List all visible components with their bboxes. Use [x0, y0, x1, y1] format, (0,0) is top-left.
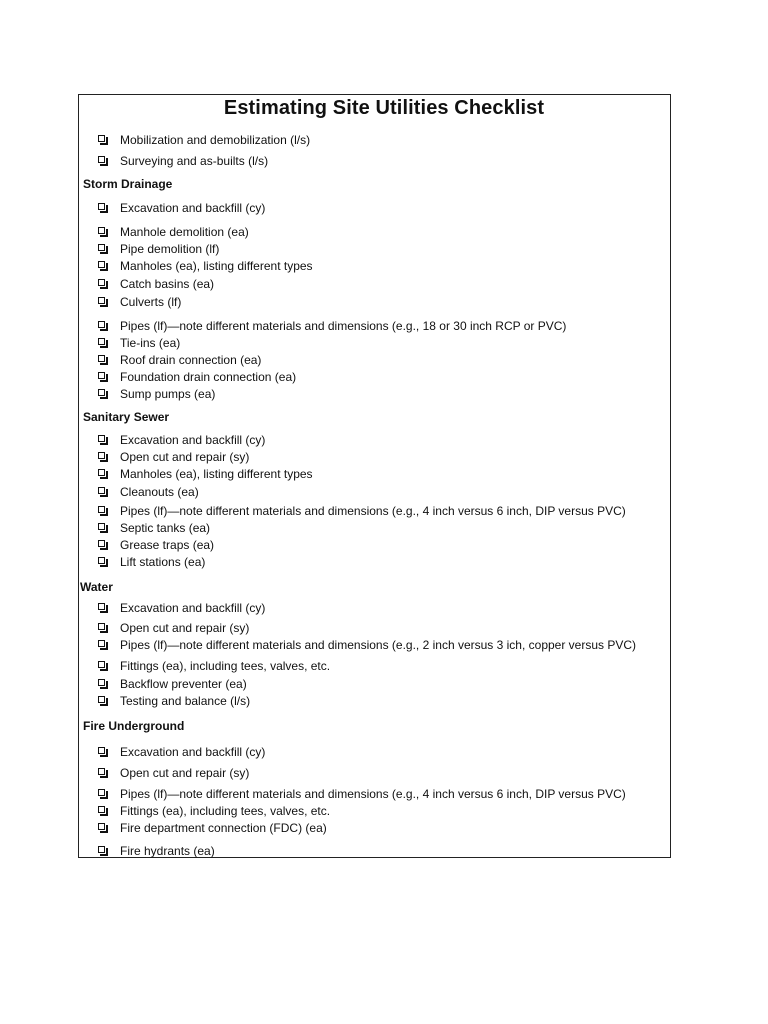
checkbox-icon [98, 789, 105, 796]
checkbox-icon [98, 469, 105, 476]
checklist-item-label: Excavation and backfill (cy) [120, 201, 266, 215]
checklist-item-label: Fire department connection (FDC) (ea) [120, 821, 327, 835]
checkbox-icon [98, 557, 105, 564]
checklist-item-label: Mobilization and demobilization (l/s) [120, 133, 311, 147]
checkbox-icon [98, 640, 105, 647]
checklist-item-label: Grease traps (ea) [120, 538, 215, 552]
checklist-item-label: Sump pumps (ea) [120, 387, 216, 401]
checklist-item-label: Manholes (ea), listing different types [120, 259, 313, 273]
checklist-item-label: Pipes (lf)—note different materials and dimensions (e.g., 18 or 30 inch RCP or PVC) [120, 319, 567, 333]
checkbox-icon [98, 768, 105, 775]
section-heading-sanitary-sewer: Sanitary Sewer [83, 410, 170, 424]
checklist-item-label: Cleanouts (ea) [120, 485, 199, 499]
checklist-item-label: Septic tanks (ea) [120, 521, 211, 535]
checkbox-icon [98, 389, 105, 396]
checklist-item-label: Pipes (lf)—note different materials and dimensions (e.g., 4 inch versus 6 inch, DIP versus PVC) [120, 504, 626, 518]
checkbox-icon [98, 806, 105, 813]
checkbox-icon [98, 321, 105, 328]
checkbox-icon [98, 747, 105, 754]
checkbox-icon [98, 279, 105, 286]
page-title: Estimating Site Utilities Checklist [223, 97, 545, 119]
checklist-item-label: Roof drain connection (ea) [120, 353, 262, 367]
checkbox-icon [98, 203, 105, 210]
checklist-item-label: Open cut and repair (sy) [120, 766, 250, 780]
checklist-item-label: Manhole demolition (ea) [120, 225, 249, 239]
checklist-item-label: Open cut and repair (sy) [120, 450, 250, 464]
checklist-item-label: Excavation and backfill (cy) [120, 601, 266, 615]
checkbox-icon [98, 244, 105, 251]
section-heading-storm-drainage: Storm Drainage [83, 177, 173, 191]
checkbox-icon [98, 603, 105, 610]
checkbox-icon [98, 523, 105, 530]
checklist-item-label: Foundation drain connection (ea) [120, 370, 297, 384]
section-heading-fire-underground: Fire Underground [83, 719, 185, 733]
checklist-item-label: Tie-ins (ea) [120, 336, 181, 350]
checkbox-icon [98, 435, 105, 442]
checkbox-icon [98, 338, 105, 345]
checklist-item-label: Culverts (lf) [120, 295, 182, 309]
checklist-item-label: Excavation and backfill (cy) [120, 745, 266, 759]
checkbox-icon [98, 823, 105, 830]
checklist-item-label: Fittings (ea), including tees, valves, etc. [120, 659, 331, 673]
checklist-item-label: Catch basins (ea) [120, 277, 215, 291]
checkbox-icon [98, 540, 105, 547]
checklist-item-label: Manholes (ea), listing different types [120, 467, 313, 481]
checkbox-icon [98, 679, 105, 686]
checkbox-icon [98, 261, 105, 268]
checkbox-icon [98, 227, 105, 234]
checkbox-icon [98, 661, 105, 668]
checklist-item-label: Fire hydrants (ea) [120, 844, 215, 858]
checklist-item-label: Surveying and as-builts (l/s) [120, 154, 269, 168]
checkbox-icon [98, 135, 105, 142]
section-heading-water: Water [80, 580, 113, 594]
checkbox-icon [98, 696, 105, 703]
checkbox-icon [98, 487, 105, 494]
checklist-item-label: Lift stations (ea) [120, 555, 206, 569]
checklist-item-label: Testing and balance (l/s) [120, 694, 251, 708]
checklist-item-label: Open cut and repair (sy) [120, 621, 250, 635]
checkbox-icon [98, 297, 105, 304]
checklist-item-label: Pipes (lf)—note different materials and dimensions (e.g., 4 inch versus 6 inch, DIP versus PVC) [120, 787, 626, 801]
checkbox-icon [98, 452, 105, 459]
checkbox-icon [98, 623, 105, 630]
checklist-item-label: Excavation and backfill (cy) [120, 433, 266, 447]
checkbox-icon [98, 156, 105, 163]
checklist-item-label: Pipes (lf)—note different materials and dimensions (e.g., 2 inch versus 3 ich, copper versus PVC) [120, 638, 637, 652]
checkbox-icon [98, 372, 105, 379]
checklist-item-label: Pipe demolition (lf) [120, 242, 220, 256]
checkbox-icon [98, 846, 105, 853]
checklist-item-label: Fittings (ea), including tees, valves, etc. [120, 804, 331, 818]
checklist-item-label: Backflow preventer (ea) [120, 677, 247, 691]
checkbox-icon [98, 355, 105, 362]
checkbox-icon [98, 506, 105, 513]
